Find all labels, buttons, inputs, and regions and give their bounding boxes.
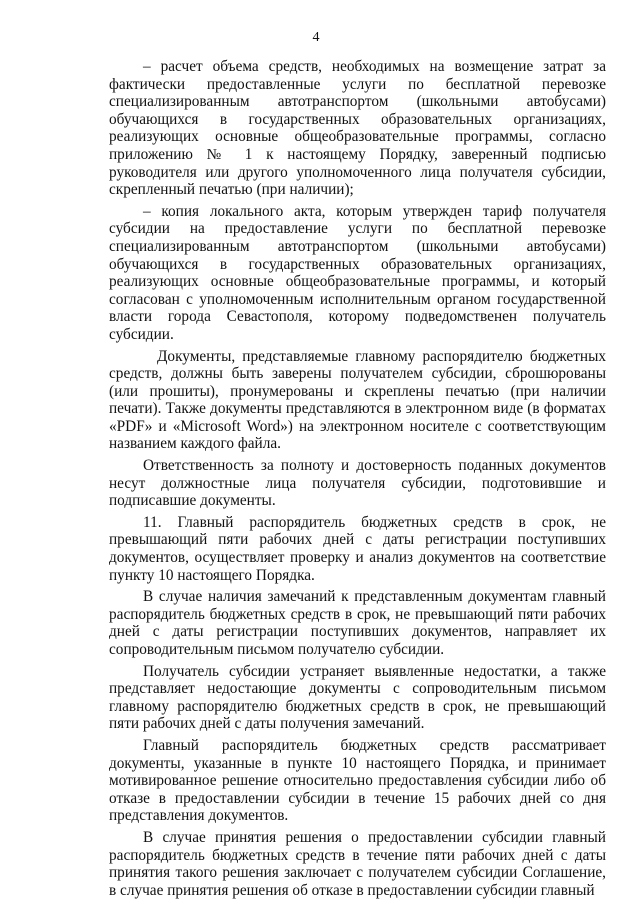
page-number: 4 [312,30,320,45]
document-body [109,58,606,899]
paragraph-clause-11: 11. Главный распорядитель бюджетных средств в срок, не превышающий пяти рабочих дней с даты регистрации поступивших документов, осуществляет проверку и анализ документов на соответствие пункту 10 настоящего Порядка. [109,513,606,584]
paragraph-deficiency-correction: Получатель субсидии устраняет выявленные недостатки, а также представляет недостающие документы с сопроводительным письмом главному распорядителю бюджетных средств в срок, не превышающий пяти рабочих дней с даты получения замечаний. [109,662,606,733]
paragraph-agreement: В случае принятия решения о предоставлении субсидии главный распорядитель бюджетных средств в течение пяти рабочих дней с даты принятия такого решения заключает с получателем субсидии Соглашение, в случае принятия решения об отказе в предоставлении субсидии главный [109,828,606,899]
paragraph-tariff-act-copy: – копия локального акта, которым утвержден тариф получателя субсидии на предоставление услуги по бесплатной перевозке специализированным автотранспортом (школьными автобусами) обучающихся в государственных образовательных организациях, реализующих основные общеобразовательные программы, и который согласован с уполномоченным исполнительным органом государственной власти города Севастополя, которому подведомственен получатель субсидии. [109,202,606,343]
paragraph-cost-calculation: – расчет объема средств, необходимых на возмещение затрат за фактически предоставленные услуги по бесплатной перевозке специализированным автотранспортом (школьными автобусами) обучающихся в государственных образовательных организациях, реализующих основные общеобразовательные программы, согласно приложению № 1 к настоящему Порядку, заверенный подписью руководителя или другого уполномоченного лица получателя субсидии, скрепленный печатью (при наличии); [109,58,606,199]
paragraph-responsibility: Ответственность за полноту и достоверность поданных документов несут должностные лица получателя субсидии, подготовившие и подписавшие документы. [109,457,606,510]
paragraph-documents-certification: Документы, представляемые главному распорядителю бюджетных средств, должны быть заверены получателем субсидии, сброшюрованы (или прошиты), пронумерованы и скреплены печатью (при наличии печати). Также документы представляются в электронном виде (в форматах «PDF» и «Microsoft Word») на электронном носителе с соответствующим названием каждого файла. [109,347,606,453]
paragraph-remarks: В случае наличия замечаний к представленным документам главный распорядитель бюджетных средств в срок, не превышающий пяти рабочих дней с даты регистрации поступивших документов, направляет их сопроводительным письмом получателю субсидии. [109,588,606,658]
paragraph-decision: Главный распорядитель бюджетных средств рассматривает документы, указанные в пункте 10 настоящего Порядка, и принимает мотивированное решение относительно предоставления субсидии либо об отказе в предоставлении субсидии в течение 15 рабочих дней со дня представления документов. [109,736,606,825]
